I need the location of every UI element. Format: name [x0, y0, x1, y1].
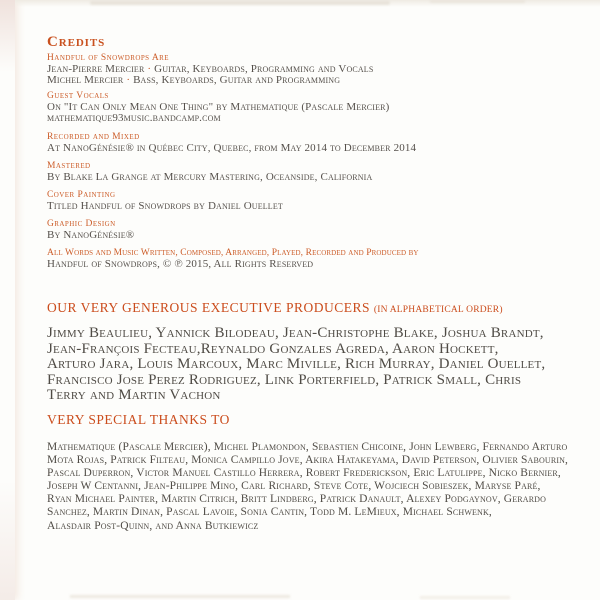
section-recorded-mixed — [47, 132, 416, 154]
credit-line: At NanoGénésie® in Québec City, Quebec, from May 2014 to December 2014 — [47, 142, 417, 154]
producers-heading-text: OUR VERY GENEROUS EXECUTIVE PRODUCERS — [47, 300, 371, 315]
thanks-line: Pascal Duperron, Victor Manuel Castillo Herrera, Robert Frederickson, Eric Latulippe, Nicko Bernier, — [47, 467, 561, 480]
member-name: Michel Mercier — [47, 74, 124, 86]
thanks-line: Ryan Michael Painter, Martin Citrich, Britt Lindberg, Patrick Danault, Alexey Podgaynov, Gerardo — [47, 493, 547, 506]
section-heading-guest-vocals: Guest Vocals — [47, 91, 109, 101]
section-copyright — [47, 248, 419, 270]
section-heading-graphic-design: Graphic Design — [47, 219, 116, 229]
producers-line: Arturo Jara, Louis Marcoux, Marc Miville, Rich Murray, Daniel Ouellet, — [47, 356, 546, 373]
producers-heading — [47, 301, 503, 317]
thanks-line: Mota Rojas, Patrick Filteau, Monica Campillo Jove, Akira Hatakeyama, David Peterson, Olivier Sabourin, — [47, 454, 569, 467]
role-separator-icon: · — [126, 74, 131, 86]
section-heading-mastered: Mastered — [47, 161, 91, 171]
member-role: Bass, Keyboards, Guitar and Programming — [133, 74, 341, 86]
producers-line: Jimmy Beaulieu, Yannick Bilodeau, Jean-Christophe Blake, Joshua Brandt, — [47, 325, 544, 341]
thanks-name-list — [47, 441, 568, 533]
booklet-spine-shading — [0, 0, 15, 600]
thanks-line: Joseph W Centanni, Jean-Philippe Mino, Carl Richard, Steve Cote, Wojciech Sobieszek, Maryse Paré, — [47, 480, 541, 493]
credit-line: On "It Can Only Mean One Thing" by Mathematique (Pascale Mercier) — [47, 101, 390, 113]
member-role: Guitar, Keyboards, Programming and Vocals — [154, 63, 374, 75]
credit-line: By NanoGénésie® — [47, 229, 135, 241]
section-band-members — [47, 53, 373, 86]
section-graphic-design — [47, 219, 134, 241]
scan-artifact-bottom-2 — [420, 596, 510, 599]
section-heading-copyright: All Words and Music Written, Composed, Arranged, Played, Recorded and Produced by — [47, 248, 419, 258]
section-mastered — [47, 161, 372, 183]
page-title: Credits — [47, 34, 106, 51]
scan-artifact-bottom — [70, 595, 290, 598]
thanks-heading: VERY SPECIAL THANKS TO — [47, 412, 230, 427]
scan-artifact-top-smudge-2 — [430, 0, 525, 3]
producers-line: Jean-François Fecteau,Reynaldo Gonzales Agreda, Aaron Hockett, — [47, 340, 499, 357]
credit-line: By Blake La Grange at Mercury Mastering, Oceanside, California — [47, 171, 373, 183]
thanks-line: Sanchez, Martin Dinan, Pascal Lavoie, Sonia Cantin, Todd M. LeMieux, Michael Schwenk, — [47, 506, 492, 519]
thanks-line: Alasdair Post-Quinn, and Anna Butkiewicz — [47, 519, 259, 532]
thanks-line: Mathematique (Pascale Mercier), Michel Plamondon, Sebastien Chicoine, John Lewberg, Fernando Arturo — [47, 441, 568, 453]
role-separator-icon: · — [147, 63, 152, 75]
producers-line: Terry and Martin Vachon — [47, 387, 221, 404]
producers-line: Francisco Jose Perez Rodriguez, Link Porterfield, Patrick Small, Chris — [47, 371, 522, 388]
scan-artifact-top-smudge — [90, 1, 390, 5]
section-heading-recorded-mixed: Recorded and Mixed — [47, 132, 140, 142]
copyright-line: Handful of Snowdrops, © ℗ 2015, All Rights Reserved — [47, 258, 314, 270]
section-guest-vocals — [47, 91, 389, 124]
section-heading-cover-painting: Cover Painting — [47, 190, 116, 200]
producers-heading-note: (IN ALPHABETICAL ORDER) — [373, 305, 503, 315]
section-cover-painting — [47, 190, 283, 212]
credit-line: Titled Handful of Snowdrops by Daniel Ouellet — [47, 200, 283, 212]
bandcamp-url-text: mathematique93music.bandcamp.com — [47, 112, 221, 124]
producers-name-list — [47, 326, 545, 404]
credit-line-member — [47, 75, 373, 86]
member-name: Jean-Pierre Mercier — [47, 63, 145, 75]
section-heading-band: Handful of Snowdrops Are — [47, 53, 169, 63]
